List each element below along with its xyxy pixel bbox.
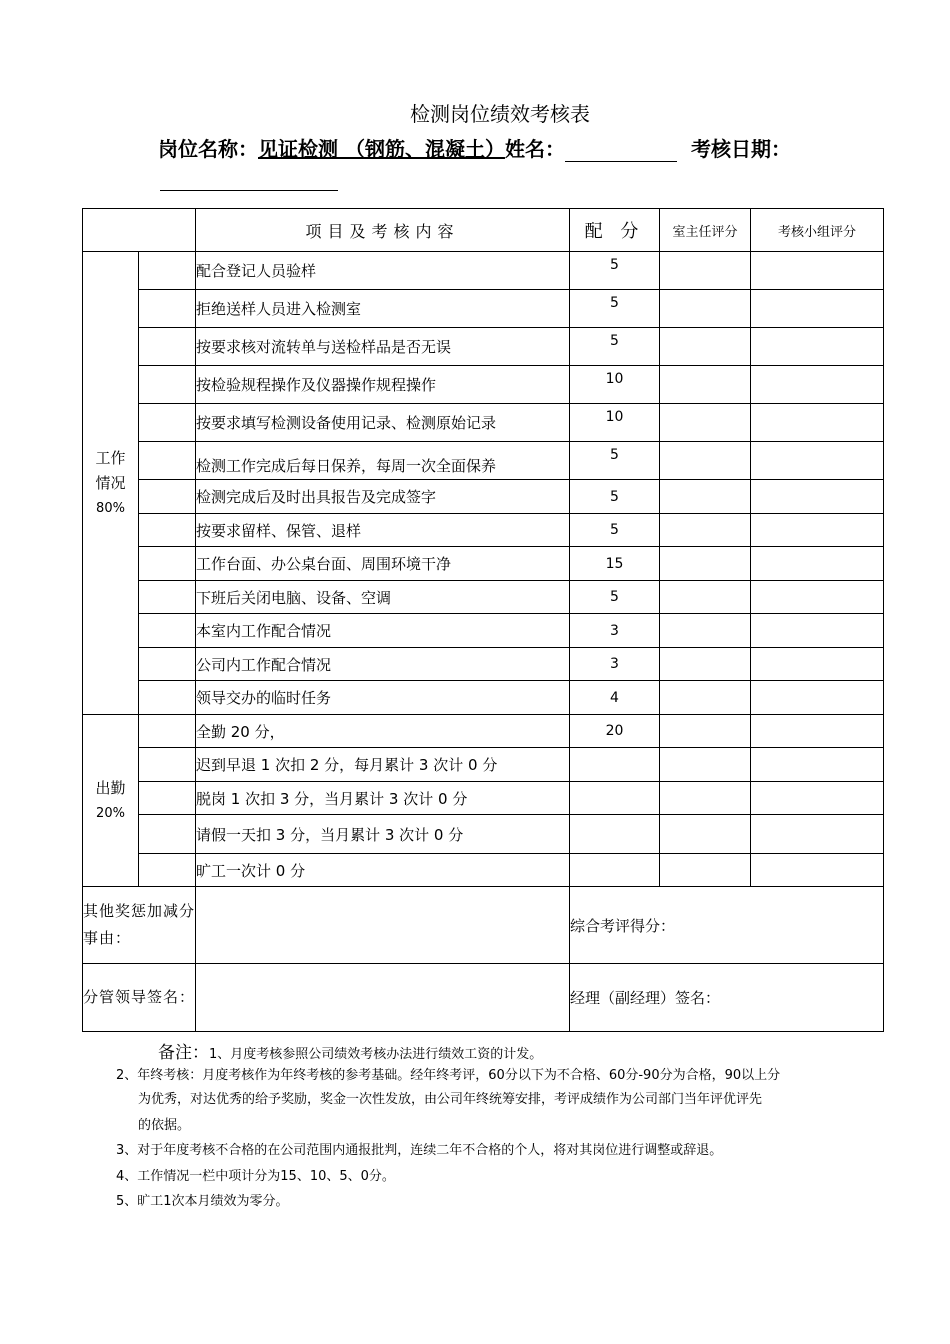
score-cell: 5	[570, 442, 660, 480]
panel-score-input[interactable]	[751, 748, 884, 782]
item-cell: 工作台面、办公桌台面、周围环境干净	[196, 547, 570, 581]
director-score-input[interactable]	[660, 366, 751, 404]
panel-score-input[interactable]	[751, 581, 884, 614]
name-blank[interactable]	[565, 139, 677, 162]
director-score-input[interactable]	[660, 480, 751, 514]
header-item: 项目及考核内容	[196, 209, 570, 252]
table-row	[83, 782, 884, 815]
item-cell: 公司内工作配合情况	[196, 648, 570, 681]
director-score-input[interactable]	[660, 404, 751, 442]
date-label: 考核日期：	[690, 137, 791, 161]
panel-score-input[interactable]	[751, 514, 884, 547]
table-row	[83, 290, 884, 328]
note-1: 1、月度考核参照公司绩效考核办法进行绩效工资的计发。	[209, 1047, 543, 1062]
signature-row	[83, 964, 884, 1032]
score-cell: 20	[570, 715, 660, 748]
appraisal-table	[82, 208, 884, 1032]
score-cell: 5	[570, 328, 660, 366]
header-score: 配 分	[570, 209, 660, 252]
director-score-input[interactable]	[660, 681, 751, 715]
bonus-label: 其他奖惩加减分事由：	[83, 887, 196, 964]
panel-score-input[interactable]	[751, 480, 884, 514]
table-header-row	[83, 209, 884, 252]
item-cell: 拒绝送样人员进入检测室	[196, 290, 570, 328]
work-category: 工作 情况 80%	[83, 252, 139, 715]
item-cell: 检测完成后及时出具报告及完成签字	[196, 480, 570, 514]
score-cell: 10	[570, 366, 660, 404]
note-2b: 为优秀，对达优秀的给予奖励，奖金一次性发放，由公司年终统筹安排，考评成绩作为公司部门当年评优评先	[138, 1092, 763, 1107]
table-row	[83, 748, 884, 782]
panel-score-input[interactable]	[751, 782, 884, 815]
table-row	[83, 442, 884, 480]
score-cell	[570, 782, 660, 815]
table-row	[83, 648, 884, 681]
director-score-input[interactable]	[660, 581, 751, 614]
form-header	[158, 133, 791, 162]
manager-sign-label[interactable]: 经理（副经理）签名：	[570, 964, 884, 1032]
panel-score-input[interactable]	[751, 328, 884, 366]
position-label: 岗位名称：	[158, 137, 258, 161]
director-score-input[interactable]	[660, 648, 751, 681]
item-cell: 本室内工作配合情况	[196, 614, 570, 648]
panel-score-input[interactable]	[751, 815, 884, 854]
leader-sign-label: 分管领导签名：	[83, 964, 196, 1032]
table-row	[83, 252, 884, 290]
panel-score-input[interactable]	[751, 614, 884, 648]
item-cell: 领导交办的临时任务	[196, 681, 570, 715]
panel-score-input[interactable]	[751, 366, 884, 404]
item-cell: 检测工作完成后每日保养，每周一次全面保养	[196, 442, 570, 480]
score-cell: 4	[570, 681, 660, 715]
panel-score-input[interactable]	[751, 290, 884, 328]
director-score-input[interactable]	[660, 715, 751, 748]
total-score-label[interactable]: 综合考评得分：	[570, 887, 884, 964]
item-cell: 下班后关闭电脑、设备、空调	[196, 581, 570, 614]
item-cell: 迟到早退 1 次扣 2 分，每月累计 3 次计 0 分	[196, 748, 570, 782]
table-row	[83, 328, 884, 366]
item-cell: 配合登记人员验样	[196, 252, 570, 290]
table-row	[83, 547, 884, 581]
name-label: 姓名：	[504, 137, 565, 161]
director-score-input[interactable]	[660, 547, 751, 581]
item-cell: 脱岗 1 次扣 3 分，当月累计 3 次计 0 分	[196, 782, 570, 815]
director-score-input[interactable]	[660, 328, 751, 366]
panel-score-input[interactable]	[751, 404, 884, 442]
item-cell: 按要求核对流转单与送检样品是否无误	[196, 328, 570, 366]
director-score-input[interactable]	[660, 442, 751, 480]
bonus-row	[83, 887, 884, 964]
score-cell: 5	[570, 581, 660, 614]
item-cell: 按要求填写检测设备使用记录、检测原始记录	[196, 404, 570, 442]
score-cell: 3	[570, 614, 660, 648]
leader-sign-input[interactable]	[196, 964, 570, 1032]
director-score-input[interactable]	[660, 614, 751, 648]
score-cell	[570, 854, 660, 887]
table-row	[83, 404, 884, 442]
header-blank-cell	[83, 209, 196, 252]
panel-score-input[interactable]	[751, 681, 884, 715]
item-cell: 请假一天扣 3 分，当月累计 3 次计 0 分	[196, 815, 570, 854]
director-score-input[interactable]	[660, 782, 751, 815]
director-score-input[interactable]	[660, 252, 751, 290]
note-3: 3、对于年度考核不合格的在公司范围内通报批判，连续二年不合格的个人，将对其岗位进行调整或辞退。	[116, 1143, 723, 1158]
table-row	[83, 366, 884, 404]
director-score-input[interactable]	[660, 748, 751, 782]
note-2c: 的依据。	[138, 1118, 191, 1133]
item-cell: 全勤 20 分，	[196, 715, 570, 748]
table-row	[83, 681, 884, 715]
score-cell	[570, 748, 660, 782]
director-score-input[interactable]	[660, 290, 751, 328]
panel-score-input[interactable]	[751, 252, 884, 290]
notes-head: 备注：	[158, 1043, 209, 1063]
table-row	[83, 854, 884, 887]
panel-score-input[interactable]	[751, 648, 884, 681]
item-cell: 按检验规程操作及仪器操作规程操作	[196, 366, 570, 404]
score-cell: 3	[570, 648, 660, 681]
item-cell: 旷工一次计 0 分	[196, 854, 570, 887]
table-row	[83, 480, 884, 514]
score-cell: 10	[570, 404, 660, 442]
table-row	[83, 815, 884, 854]
panel-score-input[interactable]	[751, 547, 884, 581]
item-cell: 按要求留样、保管、退样	[196, 514, 570, 547]
header-director: 室主任评分	[660, 209, 751, 252]
note-1-line	[158, 1038, 542, 1063]
score-cell: 5	[570, 514, 660, 547]
panel-score-input[interactable]	[751, 442, 884, 480]
header-panel: 考核小组评分	[751, 209, 884, 252]
date-blank[interactable]	[160, 190, 338, 191]
attendance-category: 出勤 20%	[83, 715, 139, 887]
score-cell	[570, 815, 660, 854]
table-row	[83, 715, 884, 748]
panel-score-input[interactable]	[751, 715, 884, 748]
note-5: 5、旷工1次本月绩效为零分。	[116, 1194, 289, 1209]
score-cell: 15	[570, 547, 660, 581]
note-2a: 2、年终考核：月度考核作为年终考核的参考基础。经年终考评，60分以下为不合格、60分-90分为合格，90以上分	[116, 1068, 781, 1083]
score-cell: 5	[570, 252, 660, 290]
bonus-reason-input[interactable]	[196, 887, 570, 964]
panel-score-input[interactable]	[751, 854, 884, 887]
note-4: 4、工作情况一栏中项计分为15、10、5、0分。	[116, 1169, 395, 1184]
table-row	[83, 581, 884, 614]
score-cell: 5	[570, 290, 660, 328]
director-score-input[interactable]	[660, 514, 751, 547]
table-row	[83, 514, 884, 547]
form-title: 检测岗位绩效考核表	[410, 102, 590, 126]
score-cell: 5	[570, 480, 660, 514]
director-score-input[interactable]	[660, 854, 751, 887]
position-value: 见证检测 （钢筋、混凝土）	[258, 137, 505, 161]
director-score-input[interactable]	[660, 815, 751, 854]
table-row	[83, 614, 884, 648]
